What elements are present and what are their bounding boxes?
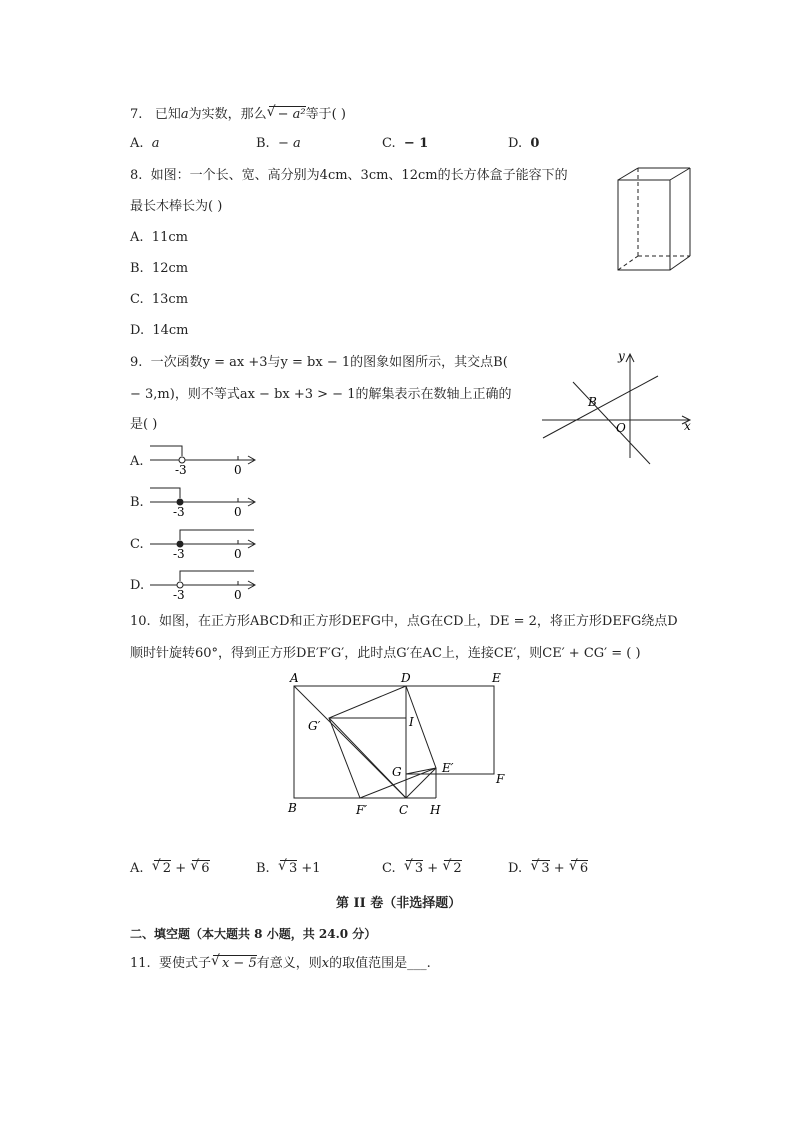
box-bottom-right-edge — [670, 256, 690, 270]
label-h: H — [430, 803, 441, 817]
q10-number: 10. — [130, 614, 151, 629]
q8-number: 8. — [130, 168, 143, 183]
label-g-prime: G′ — [308, 719, 321, 733]
q9-option-c-numberline — [148, 526, 260, 560]
origin-label: O — [616, 421, 626, 435]
label-e-prime: E′ — [442, 761, 454, 775]
label-d: D — [401, 671, 411, 685]
q7-number: 7. — [130, 107, 143, 122]
q7-var: a — [180, 107, 189, 122]
q9-stem-line1 — [130, 355, 508, 371]
q8-option-b: B. 12cm — [130, 261, 189, 276]
label-a: A — [290, 671, 299, 685]
tick-left: -3 — [173, 547, 185, 560]
tick-left: -3 — [173, 505, 185, 518]
q9-option-b-numberline — [148, 484, 260, 518]
q10-option-d: D. √ 3 + √ 6 — [508, 860, 588, 877]
part-two-title: 第 II 卷（非选择题） — [336, 896, 462, 911]
line-y-bx-minus-1 — [573, 382, 650, 464]
box-hidden-diagonal — [618, 256, 638, 270]
q9-text-1: 一次函数y = ax +3与y = bx − 1的图象如图所示，其交点B( — [150, 355, 508, 370]
q9-stem-line3: 是( ) — [130, 417, 158, 432]
q7-option-d: D. 0 — [508, 136, 540, 151]
q9-graph — [538, 346, 698, 468]
q7-text-c: 等于( ) — [305, 107, 346, 122]
q7-text-a: 已知 — [154, 107, 181, 122]
q9-option-d-numberline — [148, 567, 260, 601]
q10-geometry-figure — [284, 668, 514, 820]
line-y-ax-plus-3 — [543, 376, 658, 438]
q8-box-figure — [610, 162, 700, 277]
y-axis-label: y — [618, 349, 625, 363]
q10-option-b: B. √ 3 +1 — [256, 860, 321, 877]
q10-text-1: 如图，在正方形ABCD和正方形DEFG中，点G在CD上，DE = 2，将正方形DEFG绕点D — [158, 614, 678, 629]
tick-left: -3 — [175, 463, 187, 476]
box-top-left-edge — [618, 168, 638, 180]
q9-number: 9. — [130, 355, 143, 370]
tick-left: -3 — [173, 588, 185, 601]
point-b-label: B — [588, 395, 597, 409]
q11-var: x — [321, 956, 330, 971]
segment-g1c — [329, 718, 406, 798]
q9-option-a-numberline — [148, 442, 260, 476]
square-de1f1g1 — [329, 686, 436, 798]
q9-option-a-label: A. — [130, 454, 144, 469]
q10-option-c: C. √ 3 + √ 2 — [382, 860, 462, 877]
label-e: E — [492, 671, 501, 685]
q11-radical: √ x − 5 — [213, 955, 257, 972]
q8-stem-line2: 最长木棒长为( ) — [130, 199, 223, 214]
q11-number: 11. — [130, 956, 151, 971]
q10-stem-line2: 顺时针旋转60°，得到正方形DE′F′G′，此时点G′在AC上，连接CE′，则CE′ + CG′ = ( ) — [130, 646, 641, 661]
label-g: G — [392, 765, 402, 779]
q9-option-c-label: C. — [130, 537, 144, 552]
q9-option-b-label: B. — [130, 495, 144, 510]
q10-option-a: A. √ 2 + √ 6 — [130, 860, 210, 877]
q7-option-a: A. a — [130, 136, 160, 151]
q9-stem-line2: − 3,m)，则不等式ax − bx +3 > − 1的解集表示在数轴上正确的 — [130, 387, 512, 402]
q10-stem-line1 — [130, 614, 678, 630]
section-fill-in-heading: 二、填空题（本大题共 8 小题，共 24.0 分） — [130, 927, 377, 941]
tick-right: 0 — [234, 505, 242, 518]
q8-option-c: C. 13cm — [130, 292, 189, 307]
q11-text-c: 的取值范围是___. — [329, 956, 431, 971]
label-c: C — [399, 803, 409, 817]
tick-right: 0 — [234, 547, 242, 560]
q7-text-b: 为实数，那么 — [188, 107, 267, 122]
tick-right: 0 — [234, 588, 242, 601]
q11-stem — [130, 955, 431, 972]
q11-text-a: 要使式子 — [158, 956, 211, 971]
segment-ce1 — [406, 768, 436, 798]
q8-stem-line1 — [130, 168, 568, 184]
label-b: B — [288, 801, 297, 815]
q8-text-1: 如图：一个长、宽、高分别为4cm、3cm、12cm的长方体盒子能容下的 — [150, 168, 568, 183]
x-axis-label: x — [684, 419, 691, 433]
q7-option-c: C. − 1 — [382, 136, 429, 151]
q9-option-d-label: D. — [130, 578, 145, 593]
label-f: F — [496, 772, 505, 786]
q7-stem — [130, 106, 346, 123]
q11-text-b: 有意义，则 — [256, 956, 322, 971]
q7-option-b: B. − a — [256, 136, 301, 151]
q8-option-d: D. 14cm — [130, 323, 189, 338]
q8-option-a: A. 11cm — [130, 230, 188, 245]
q7-radical: √ − a² — [269, 106, 306, 123]
label-f-prime: F′ — [356, 803, 368, 817]
label-i: I — [409, 715, 414, 729]
box-top-right-edge — [670, 168, 690, 180]
tick-right: 0 — [234, 463, 242, 476]
